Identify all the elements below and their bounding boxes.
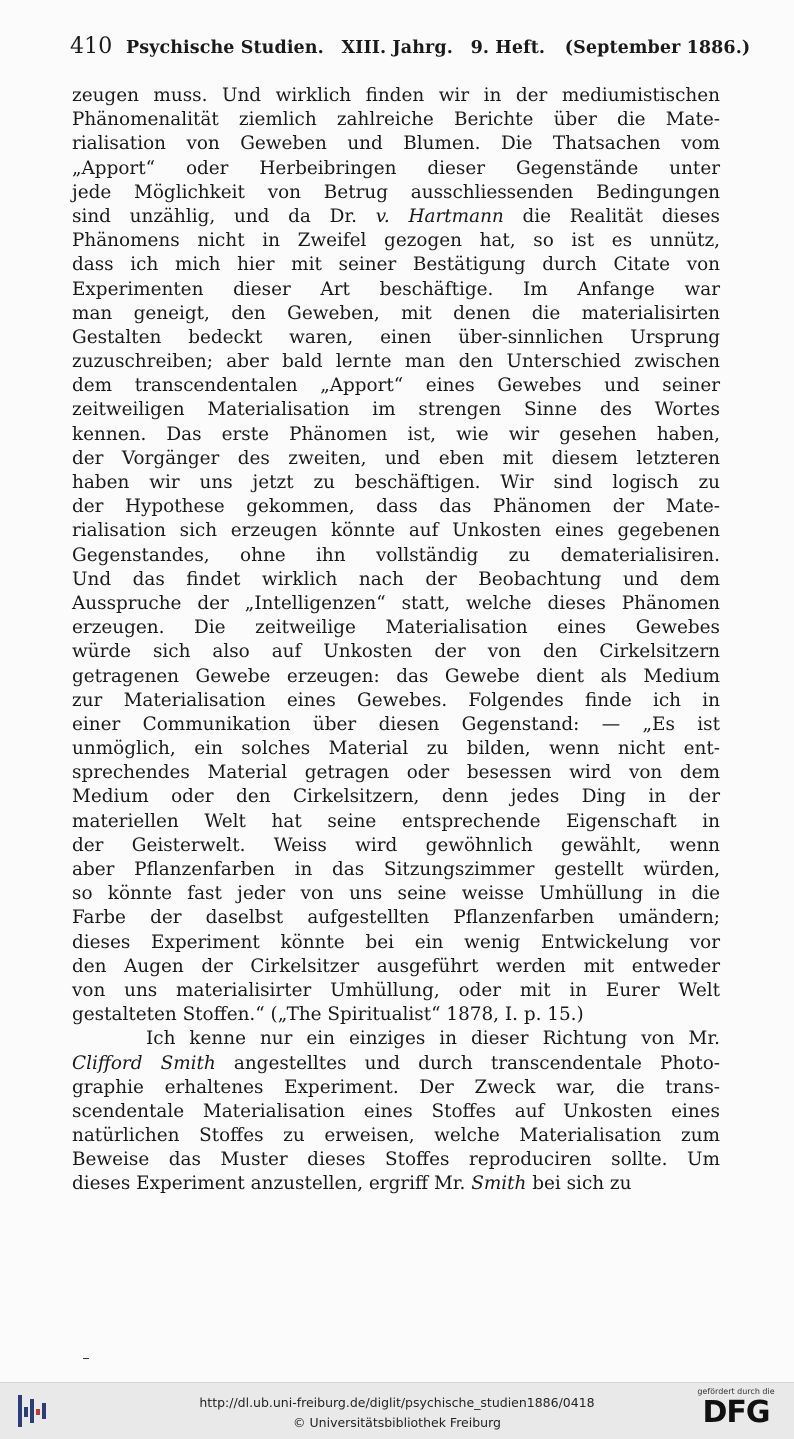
text-line	[72, 858, 720, 882]
text-segment: Farbe der daselbst aufgestellten Pflanzenfarben umändern;	[72, 907, 720, 929]
text-segment: Und das findet wirklich nach der Beobachtung und dem	[72, 568, 720, 590]
text-line	[72, 447, 720, 471]
text-line	[72, 713, 720, 737]
text-line	[72, 278, 720, 302]
text-segment: natürlichen Stoffes zu erweisen, welche Materialisation zum	[72, 1125, 720, 1147]
text-segment: der Hypothese gekommen, dass das Phänomen der Mate-	[72, 496, 720, 518]
text-segment: Ausspruche der „Intelligenzen“ statt, welche dieses Phänomen	[72, 592, 720, 614]
text-segment: aber Pflanzenfarben in das Sitzungszimmer gestellt würden,	[72, 859, 720, 880]
issue: 9. Heft.	[470, 38, 546, 58]
text-line	[72, 1124, 720, 1148]
text-line	[72, 326, 720, 350]
text-line	[72, 181, 720, 205]
dfg-caption: gefördert durch die	[697, 1387, 775, 1396]
text-line	[72, 398, 720, 422]
text-line	[72, 955, 720, 979]
text-segment: dass ich mich hier mit seiner Bestätigung durch Citate von	[72, 254, 720, 276]
text-line	[72, 592, 720, 616]
text-segment: der Geisterwelt. Weiss wird gewöhnlich gewählt, wenn	[72, 834, 720, 856]
text-line	[72, 568, 720, 592]
text-segment: einer Communikation über diesen Gegenstand: — „Es ist	[72, 713, 720, 735]
text-segment: rialisation sich erzeugen könnte auf Unkosten eines gegebenen	[72, 520, 720, 542]
text-segment: zuzuschreiben; aber bald lernte man den Unterschied zwischen	[72, 351, 720, 373]
text-line	[72, 374, 720, 398]
text-segment: bei sich zu	[526, 1173, 632, 1195]
text-line	[72, 882, 720, 906]
text-line	[72, 640, 720, 664]
text-segment: Ich kenne nur ein einziges in dieser Richtung von Mr.	[146, 1028, 720, 1050]
text-segment: getragenen Gewebe erzeugen: das Gewebe dient als Medium	[72, 665, 720, 687]
text-segment: sind unzählig, und da Dr.	[72, 205, 376, 227]
text-segment: dieses Experiment anzustellen, ergriff Mr.	[72, 1173, 472, 1195]
text-segment: die Realität dieses	[503, 205, 720, 227]
text-segment: zur Materialisation eines Gewebes. Folgendes finde ich in	[72, 689, 720, 711]
text-segment: unmöglich, ein solches Material zu bilden, wenn nicht ent-	[72, 738, 720, 760]
text-segment: rialisation von Geweben und Blumen. Die Thatsachen vom	[72, 133, 720, 155]
text-segment: „Apport“ oder Herbeibringen dieser Gegenstände unter	[72, 157, 720, 179]
text-line	[72, 84, 720, 108]
text-line	[72, 229, 720, 253]
text-segment: der Vorgänger des zweiten, und eben mit diesem letzteren	[72, 447, 720, 469]
text-line	[72, 423, 720, 447]
text-segment: würde sich also auf Unkosten der von den Cirkelsitzern	[72, 641, 720, 663]
page-number: 410	[70, 34, 113, 59]
text-segment: Medium oder den Cirkelsitzern, denn jedes Ding in der	[72, 786, 720, 808]
margin-mark	[83, 1358, 89, 1359]
text-segment: angestelltes und durch transcendentale Photo-	[215, 1052, 720, 1074]
text-segment: Beweise das Muster dieses Stoffes reproduciren sollte. Um	[72, 1149, 720, 1171]
text-segment: gestalteten Stoffen.“ („The Spiritualist“ 1878, I. p. 15.)	[72, 1004, 584, 1026]
text-segment: Gegenstandes, ohne ihn vollständig zu dematerialisiren.	[72, 544, 720, 566]
text-segment: von uns materialisirter Umhüllung, oder mit in Eurer Welt	[72, 979, 720, 1001]
text-line	[72, 302, 720, 326]
text-segment: Phänomenalität ziemlich zahlreiche Berichte über die Mate-	[72, 109, 720, 131]
text-segment: dieses Experiment könnte bei ein wenig Entwickelung vor	[72, 931, 720, 953]
text-line	[72, 108, 720, 132]
text-segment: Phänomens nicht in Zweifel gezogen hat, so ist es unnütz,	[72, 230, 720, 252]
text-line	[72, 1172, 720, 1196]
dfg-mark: DFG	[702, 1395, 770, 1430]
text-line	[72, 1100, 720, 1124]
italic-name: v. Hartmann	[375, 205, 504, 227]
copyright-notice: © Universitätsbibliothek Freiburg	[293, 1415, 501, 1430]
text-line	[72, 1076, 720, 1100]
text-line	[72, 1148, 720, 1172]
text-line	[72, 616, 720, 640]
text-line	[72, 350, 720, 374]
text-line	[72, 544, 720, 568]
text-line	[72, 785, 720, 809]
text-line	[72, 1003, 720, 1027]
text-segment: zeitweiligen Materialisation im strengen Sinne des Wortes	[72, 399, 720, 421]
text-segment: kennen. Das erste Phänomen ist, wie wir gesehen haben,	[72, 423, 720, 445]
body-text	[72, 84, 720, 1197]
text-line	[72, 834, 720, 858]
volume: XIII. Jahrg.	[341, 38, 453, 58]
text-line	[72, 689, 720, 713]
text-segment: Gestalten bedeckt waren, einen über-sinnlichen Ursprung	[72, 326, 720, 348]
text-line	[72, 1052, 720, 1076]
footer-bar	[0, 1382, 794, 1439]
text-line	[72, 931, 720, 955]
text-line	[72, 253, 720, 277]
text-line	[72, 519, 720, 543]
text-segment: zeugen muss. Und wirklich finden wir in der mediumistischen	[72, 85, 720, 106]
running-header	[70, 34, 751, 59]
text-line	[72, 906, 720, 930]
text-segment: scendentale Materialisation eines Stoffes auf Unkosten eines	[72, 1100, 720, 1122]
italic-name: Clifford Smith	[72, 1052, 216, 1074]
text-segment: materiellen Welt hat seine entsprechende Eigenschaft in	[72, 810, 720, 832]
issue-date: (September 1886.)	[564, 38, 751, 58]
text-line	[72, 471, 720, 495]
text-line	[72, 132, 720, 156]
text-segment: sprechendes Material getragen oder besessen wird von dem	[72, 762, 720, 784]
dfg-logo	[688, 1387, 784, 1435]
text-segment: jede Möglichkeit von Betrug ausschliessenden Bedingungen	[72, 181, 720, 203]
text-line	[72, 810, 720, 834]
text-segment: dem transcendentalen „Apport“ eines Gewebes und seiner	[72, 375, 720, 397]
text-line	[72, 495, 720, 519]
journal-title: Psychische Studien.	[125, 38, 324, 58]
text-segment: erzeugen. Die zeitweilige Materialisation eines Gewebes	[72, 617, 720, 639]
italic-name: Smith	[471, 1173, 527, 1195]
text-line	[72, 737, 720, 761]
text-line	[72, 665, 720, 689]
text-segment: haben wir uns jetzt zu beschäftigen. Wir sind logisch zu	[72, 472, 720, 493]
text-line	[72, 761, 720, 785]
text-line	[72, 157, 720, 181]
text-segment: Experimenten dieser Art beschäftige. Im Anfange war	[72, 278, 720, 300]
source-url-link[interactable]: http://dl.ub.uni-freiburg.de/diglit/psychische_studien1886/0418	[199, 1395, 595, 1410]
text-segment: den Augen der Cirkelsitzer ausgeführt werden mit entweder	[72, 955, 720, 977]
text-segment: so könnte fast jeder von uns seine weisse Umhüllung in die	[72, 883, 720, 905]
text-line	[72, 979, 720, 1003]
text-line	[72, 1027, 720, 1051]
text-line	[72, 205, 720, 229]
text-segment: graphie erhaltenes Experiment. Der Zweck war, die trans-	[72, 1076, 720, 1098]
text-segment: man geneigt, den Geweben, mit denen die materialisirten	[72, 302, 720, 324]
